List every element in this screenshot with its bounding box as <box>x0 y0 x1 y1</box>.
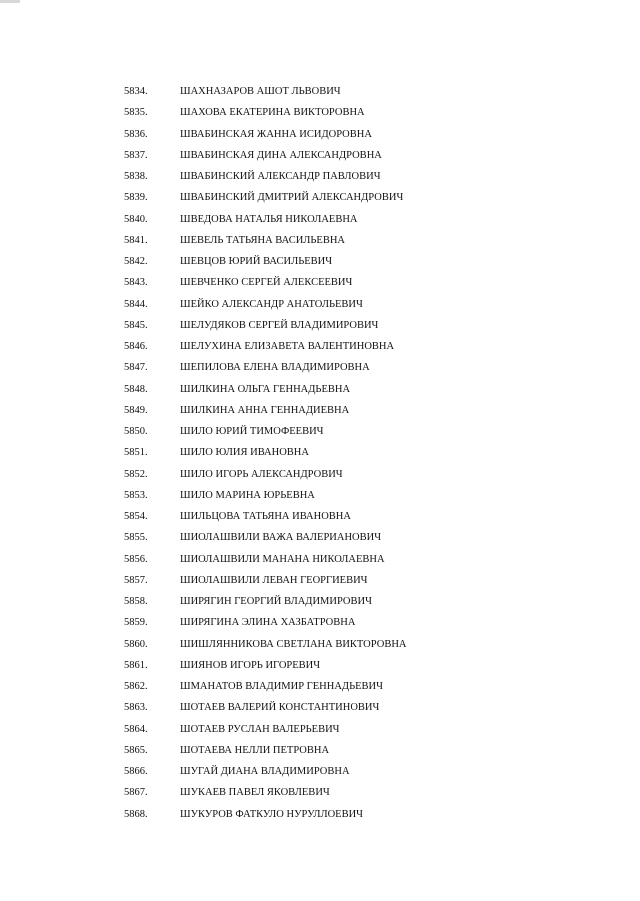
entry-name: ШУКУРОВ ФАТКУЛО НУРУЛЛОЕВИЧ <box>180 808 364 820</box>
entry-number: 5863. <box>124 702 148 714</box>
list-item <box>0 591 640 612</box>
entry-name: ШОТАЕВ ВАЛЕРИЙ КОНСТАНТИНОВИЧ <box>180 702 380 714</box>
list-item <box>0 230 640 251</box>
list-item <box>0 251 640 272</box>
entry-number: 5843. <box>124 277 148 289</box>
entry-name: ШИЛКИНА АННА ГЕННАДИЕВНА <box>180 404 350 416</box>
entry-number: 5849. <box>124 404 148 416</box>
list-item <box>0 655 640 676</box>
entry-name: ШИШЛЯННИКОВА СВЕТЛАНА ВИКТОРОВНА <box>180 638 407 650</box>
entry-name: ШЕЙКО АЛЕКСАНДР АНАТОЛЬЕВИЧ <box>180 298 363 310</box>
entry-name: ШЕВЕЛЬ ТАТЬЯНА ВАСИЛЬЕВНА <box>180 234 346 246</box>
entry-name: ШИЛО ЮЛИЯ ИВАНОВНА <box>180 447 309 459</box>
list-item <box>0 697 640 718</box>
entry-name: ШУГАЙ ДИАНА ВЛАДИМИРОВНА <box>180 766 350 777</box>
entry-number: 5847. <box>124 362 148 374</box>
entry-number: 5840. <box>124 213 148 225</box>
list-item <box>0 379 640 400</box>
entry-name: ШАХНАЗАРОВ АШОТ ЛЬВОВИЧ <box>180 86 341 97</box>
list-item <box>0 549 640 570</box>
list-item <box>0 506 640 527</box>
entry-name: ШИЛО ИГОРЬ АЛЕКСАНДРОВИЧ <box>180 468 343 480</box>
entry-number: 5835. <box>124 107 148 119</box>
list-item <box>0 804 640 825</box>
list-item <box>0 442 640 463</box>
entry-name: ШИЛО МАРИНА ЮРЬЕВНА <box>180 489 315 501</box>
entry-number: 5839. <box>124 192 148 204</box>
entry-name: ШЕЛУДЯКОВ СЕРГЕЙ ВЛАДИМИРОВИЧ <box>180 319 379 331</box>
list-item <box>0 761 640 782</box>
entry-number: 5867. <box>124 787 148 799</box>
entry-number: 5848. <box>124 383 148 395</box>
entry-number: 5861. <box>124 659 148 671</box>
entry-name: ШИРЯГИНА ЭЛИНА ХАЗБАТРОВНА <box>180 617 356 629</box>
list-item <box>0 421 640 442</box>
entry-name: ШВАБИНСКИЙ АЛЕКСАНДР ПАВЛОВИЧ <box>180 171 381 182</box>
entry-name: ШИЛКИНА ОЛЬГА ГЕННАДЬЕВНА <box>180 383 351 395</box>
entry-number: 5838. <box>124 171 148 182</box>
list-item <box>0 782 640 803</box>
list-item <box>0 719 640 740</box>
list-item <box>0 81 640 102</box>
entry-number: 5865. <box>124 744 148 756</box>
entry-number: 5862. <box>124 681 148 692</box>
entry-number: 5857. <box>124 574 148 586</box>
entry-name: ШОТАЕВА НЕЛЛИ ПЕТРОВНА <box>180 744 330 756</box>
entry-name: ШИОЛАШВИЛИ ЛЕВАН ГЕОРГИЕВИЧ <box>180 574 368 586</box>
list-item <box>0 336 640 357</box>
list-item <box>0 740 640 761</box>
entry-name: ШВАБИНСКАЯ ДИНА АЛЕКСАНДРОВНА <box>180 149 382 161</box>
name-list <box>0 81 640 825</box>
list-item <box>0 527 640 548</box>
list-item <box>0 315 640 336</box>
list-item <box>0 145 640 166</box>
list-item <box>0 485 640 506</box>
list-item <box>0 570 640 591</box>
entry-number: 5864. <box>124 723 148 735</box>
list-item <box>0 400 640 421</box>
entry-number: 5850. <box>124 426 148 437</box>
entry-name: ШИЛЬЦОВА ТАТЬЯНА ИВАНОВНА <box>180 511 351 522</box>
entry-number: 5853. <box>124 489 148 501</box>
entry-name: ШЕПИЛОВА ЕЛЕНА ВЛАДИМИРОВНА <box>180 362 370 374</box>
entry-number: 5851. <box>124 447 148 459</box>
page-edge-mark <box>0 0 20 3</box>
entry-number: 5858. <box>124 596 148 607</box>
entry-name: ШВАБИНСКАЯ ЖАННА ИСИДОРОВНА <box>180 128 372 140</box>
entry-number: 5846. <box>124 341 148 352</box>
entry-number: 5844. <box>124 298 148 310</box>
entry-number: 5859. <box>124 617 148 629</box>
entry-number: 5854. <box>124 511 148 522</box>
list-item <box>0 102 640 123</box>
entry-name: ШМАНАТОВ ВЛАДИМИР ГЕННАДЬЕВИЧ <box>180 681 383 692</box>
entry-name: ШУКАЕВ ПАВЕЛ ЯКОВЛЕВИЧ <box>180 787 330 799</box>
entry-number: 5866. <box>124 766 148 777</box>
list-item <box>0 166 640 187</box>
entry-name: ШВЕДОВА НАТАЛЬЯ НИКОЛАЕВНА <box>180 213 358 225</box>
entry-name: ШИОЛАШВИЛИ МАНАНА НИКОЛАЕВНА <box>180 553 385 565</box>
entry-name: ШИЯНОВ ИГОРЬ ИГОРЕВИЧ <box>180 659 321 671</box>
entry-name: ШЕВЦОВ ЮРИЙ ВАСИЛЬЕВИЧ <box>180 256 333 267</box>
entry-number: 5856. <box>124 553 148 565</box>
entry-name: ШИРЯГИН ГЕОРГИЙ ВЛАДИМИРОВИЧ <box>180 596 372 607</box>
list-item <box>0 634 640 655</box>
entry-name: ШАХОВА ЕКАТЕРИНА ВИКТОРОВНА <box>180 107 365 119</box>
entry-number: 5836. <box>124 128 148 140</box>
entry-number: 5860. <box>124 638 148 650</box>
entry-number: 5834. <box>124 86 148 97</box>
entry-name: ШВАБИНСКИЙ ДМИТРИЙ АЛЕКСАНДРОВИЧ <box>180 192 404 204</box>
entry-name: ШИОЛАШВИЛИ ВАЖА ВАЛЕРИАНОВИЧ <box>180 532 382 544</box>
entry-number: 5855. <box>124 532 148 544</box>
entry-name: ШЕВЧЕНКО СЕРГЕЙ АЛЕКСЕЕВИЧ <box>180 277 353 289</box>
entry-number: 5868. <box>124 808 148 820</box>
list-item <box>0 124 640 145</box>
list-item <box>0 294 640 315</box>
entry-number: 5841. <box>124 234 148 246</box>
list-item <box>0 357 640 378</box>
list-item <box>0 272 640 293</box>
entry-name: ШОТАЕВ РУСЛАН ВАЛЕРЬЕВИЧ <box>180 723 340 735</box>
entry-name: ШИЛО ЮРИЙ ТИМОФЕЕВИЧ <box>180 426 324 437</box>
entry-number: 5837. <box>124 149 148 161</box>
entry-number: 5852. <box>124 468 148 480</box>
entry-number: 5845. <box>124 319 148 331</box>
list-item <box>0 209 640 230</box>
list-item <box>0 464 640 485</box>
list-item <box>0 612 640 633</box>
entry-name: ШЕЛУХИНА ЕЛИЗАВЕТА ВАЛЕНТИНОВНА <box>180 341 395 352</box>
entry-number: 5842. <box>124 256 148 267</box>
list-item <box>0 676 640 697</box>
list-item <box>0 187 640 208</box>
